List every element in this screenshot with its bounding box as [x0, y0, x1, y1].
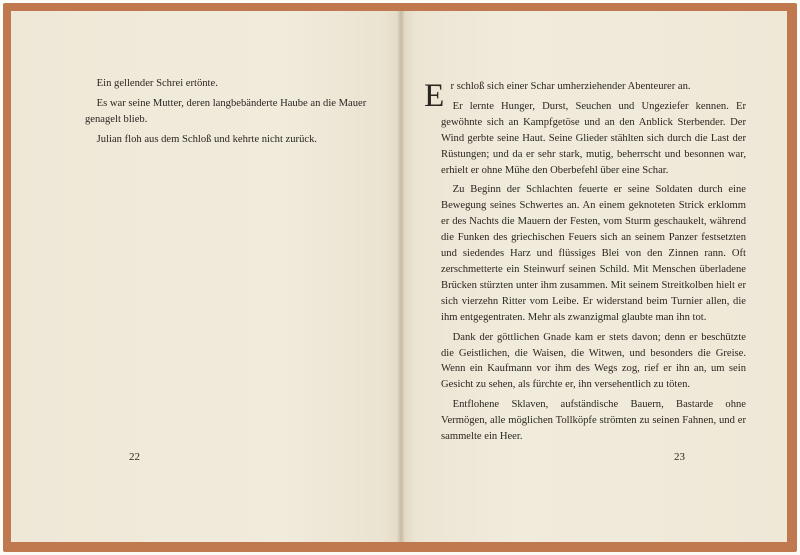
paragraph: Zu Beginn der Schlachten feuerte er seine Soldaten durch eine Bewegung seines Schwertes an. An einem geknoteten Strick erklomm er des Nachts die Mauern der Festen, vom Sturm geschaukelt, während die Funken des griechischen Feuers sich an seinem Panzer festsetzten und siedendes Harz und flüssiges Blei von den Zinnen rann. Oft zerschmetterte ein Steinwurf seinen Schild. Mit Menschen überladene Brücken stürzten unter ihm zusammen. Mit seinem Streitkolben hielt er sich vierzehn Ritter vom Leibe. Er widerstand beim Turnier allen, die ihm entgegentraten. Mehr als zwanzigmal glaubte man ihn tot. [441, 184, 746, 323]
paragraph: Dank der göttlichen Gnade kam er stets davon; denn er beschützte die Geistlichen, die Waisen, die Witwen, und besonders die Greise. Wenn ein Kaufmann vor ihm des Wegs zog, rief er ihn an, um sein Gesicht zu sehen, als fürchte er, ihn versehentlich zu töten. [441, 331, 746, 391]
right-page [401, 11, 787, 542]
right-page-text [424, 78, 746, 445]
paragraph: Entflohene Sklaven, aufständische Bauern, Bastarde ohne Vermögen, alle möglichen Tollköpfe strömten zu seinen Fahnen, und er sammelte ein Heer. [441, 399, 746, 443]
page-number-right: 23 [674, 451, 685, 463]
opening-paragraph [424, 78, 746, 114]
page-number-left: 22 [129, 451, 140, 463]
paragraph: Julian floh aus dem Schloß und kehrte nicht zurück. [96, 133, 318, 145]
open-book [11, 11, 787, 542]
paragraph: Er lernte Hunger, Durst, Seuchen und Ungeziefer kennen. Er gewöhnte sich an Kampfgetöse und an den Anblick Sterbender. Der Wind gerbte seine Haut. Seine Glieder stählten sich durch die Last der Rüstungen; und da er sehr stark, mutig, beherrscht und besonnen war, erhielt er ohne Mühe den Oberbefehl über eine Schar. [441, 100, 746, 176]
paragraph: Ein gellender Schrei ertönte. [96, 78, 218, 89]
left-page [11, 11, 401, 542]
left-page-text [85, 76, 381, 148]
opening-text: r schloß sich einer Schar umherziehender Abenteurer an. [450, 81, 691, 92]
book-gutter [397, 11, 405, 542]
paragraph: Es war seine Mutter, deren langbebänderte Haube an die Mauer genagelt blieb. [85, 97, 367, 125]
drop-cap: E [424, 78, 445, 114]
